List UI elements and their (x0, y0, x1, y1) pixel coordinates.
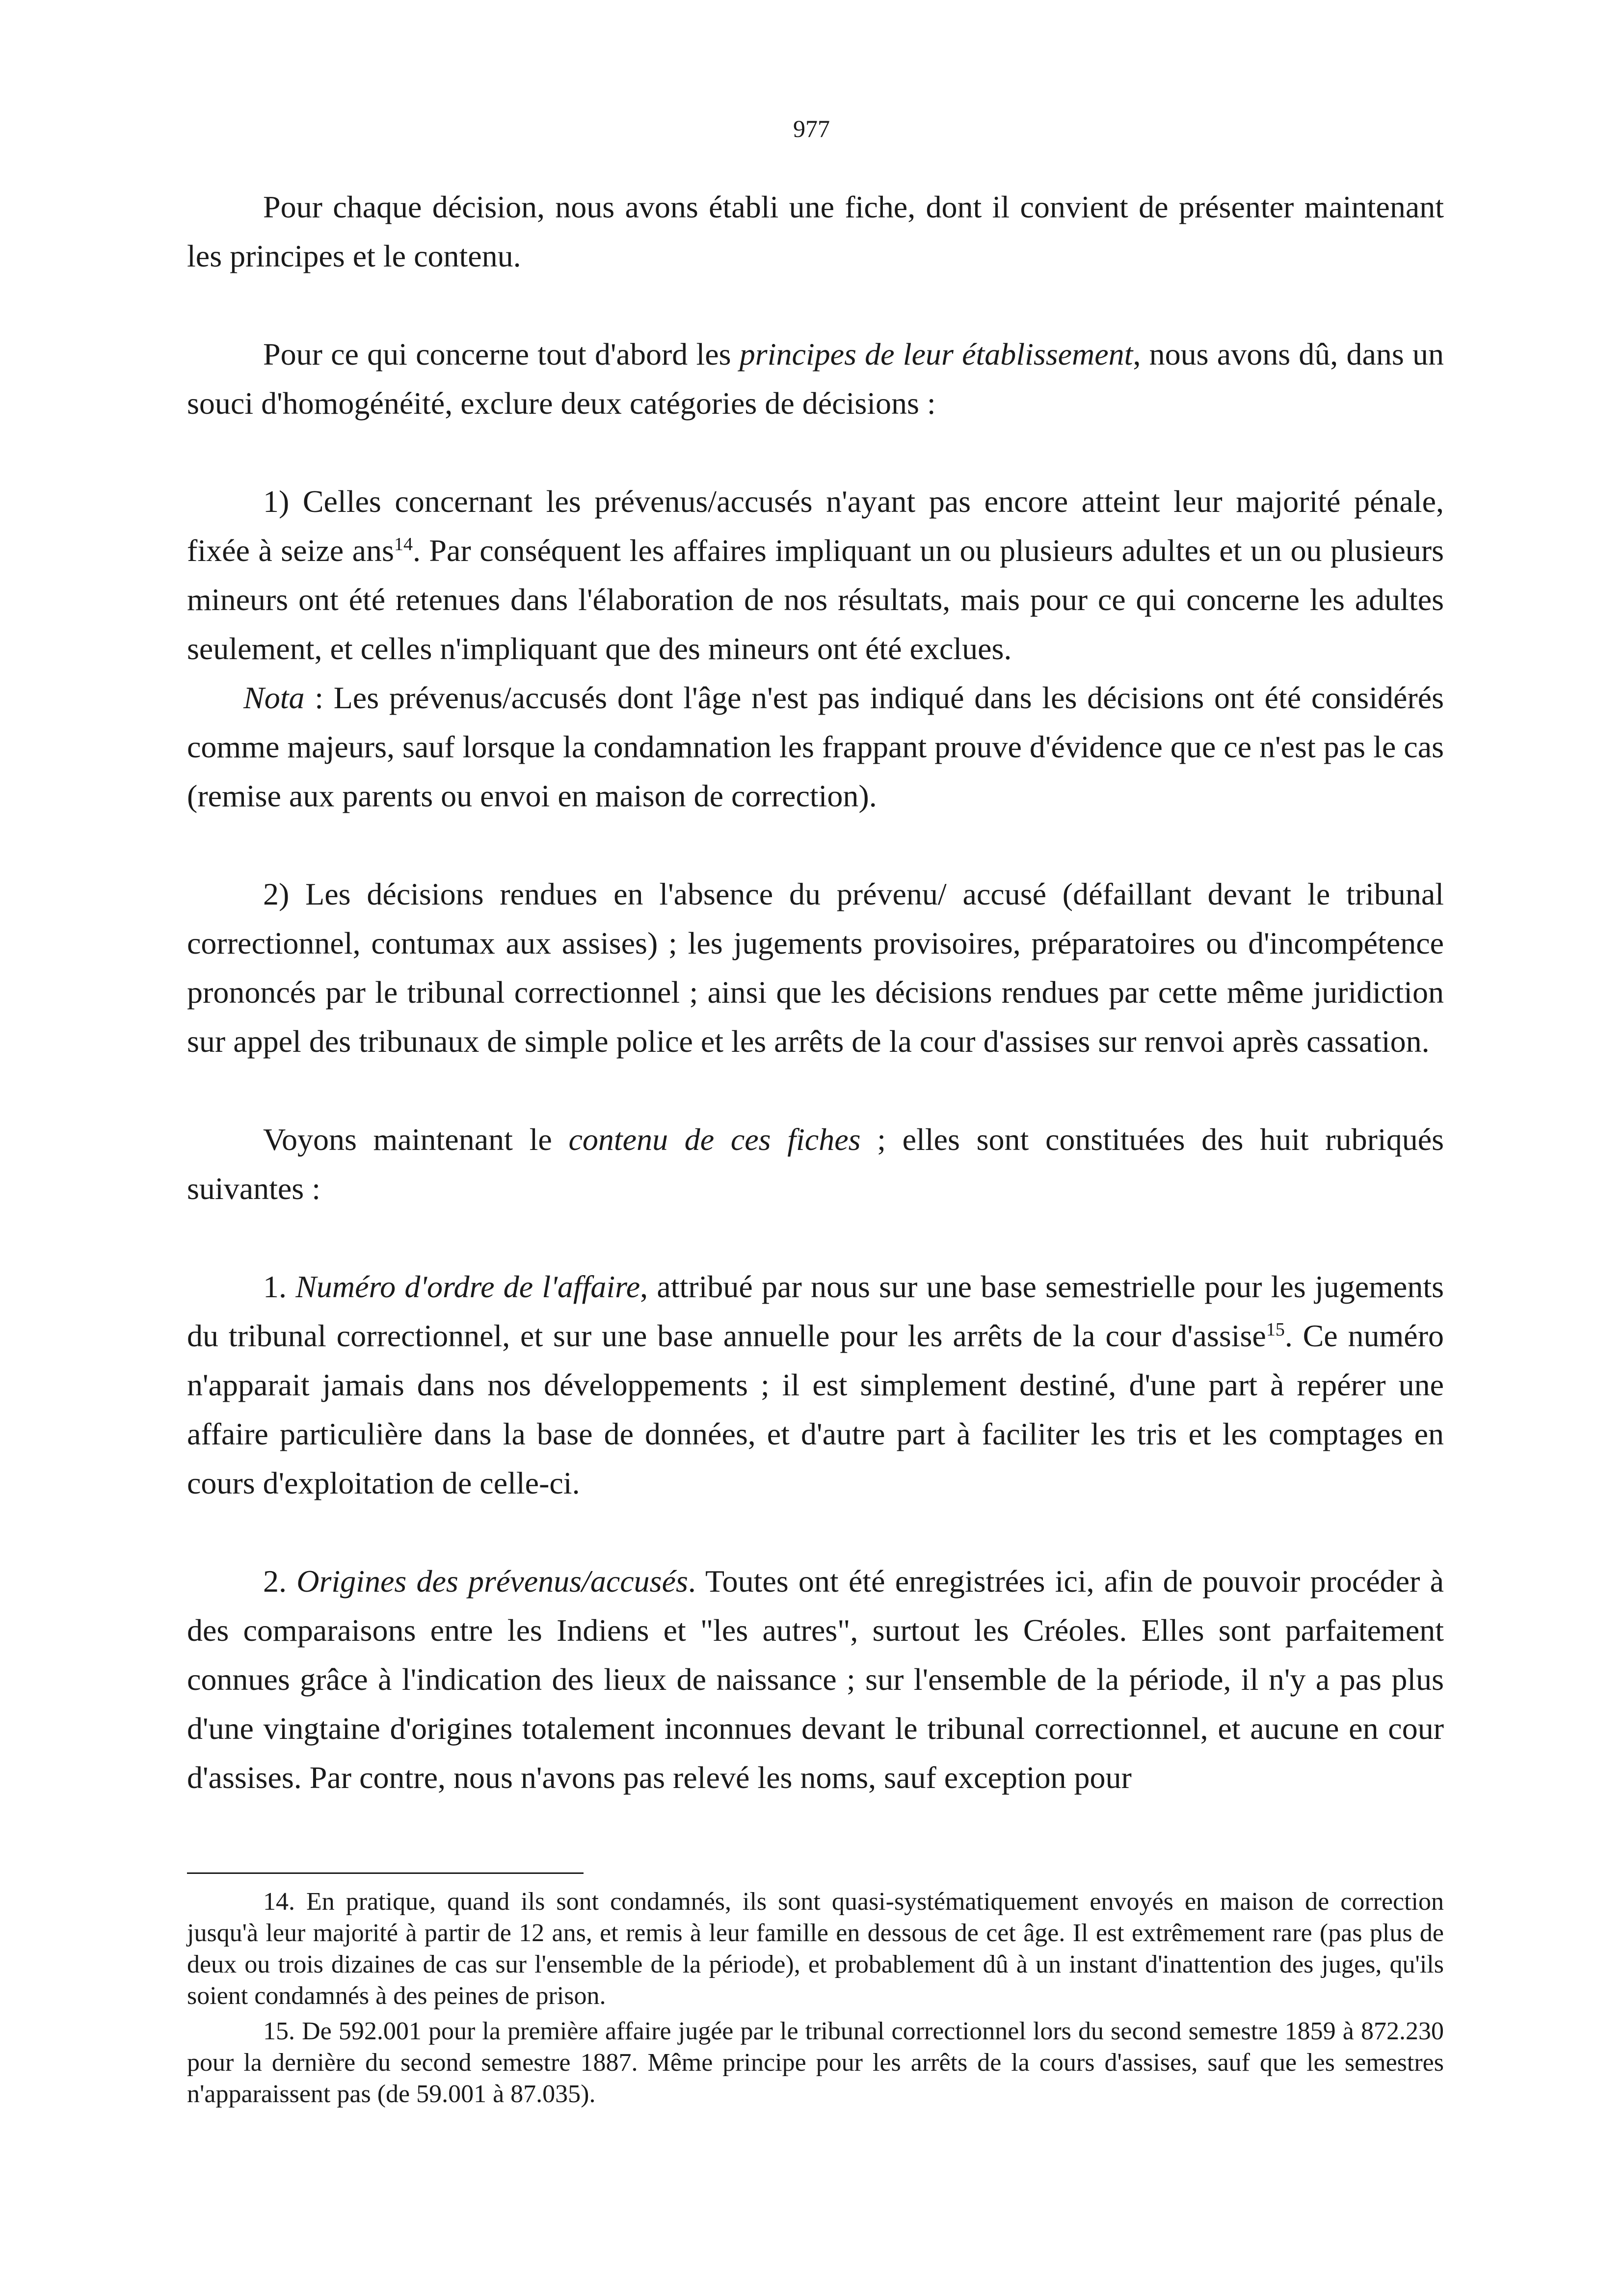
text-segment: . Ce numéro n'apparait jamais dans nos développements ; il est simplement destiné, d'une part à repérer une affaire particulière dans la base de données, et d'autre part à faciliter les tris et les comptages en cours d'exploitation de celle-ci. (187, 1318, 1444, 1500)
item-number: 2. (263, 1564, 297, 1599)
footnote-ref-15: 15 (1266, 1319, 1285, 1340)
footnote-14: 14. En pratique, quand ils sont condamnés, ils sont quasi-systématiquement envoyés en maison de correction jusqu'à leur majorité à partir de 12 ans, et remis à leur famille en dessous de cet âge. Il est extrêmement rare (pas plus de deux ou trois dizaines de cas sur l'ensemble de la période), et probablement dû à un instant d'inattention des juges, qu'ils soient condamnés à des peines de prison. (187, 1888, 1444, 2010)
text-segment: , attribué par nous sur une base semestrielle pour les jugements du tribunal correctionnel, et sur une base annuelle pour les arrêts de la cour d'assise (187, 1269, 1444, 1353)
italic-term: contenu de ces fiches (568, 1122, 861, 1157)
footnote-ref-14: 14 (394, 534, 413, 555)
text-segment: Voyons maintenant le (263, 1122, 569, 1157)
paragraph-exclusion-2: 2) Les décisions rendues en l'absence du prévenu/ accusé (défaillant devant le tribunal correctionnel, contumax aux assises) ; les jugements provisoires, préparatoires ou d'incompétence prononcés par le tribunal correctionnel ; ainsi que les décisions rendues par cette même juridiction sur appel des tribunaux de simple police et les arrêts de la cour d'assises sur renvoi après cassation. (187, 877, 1444, 1059)
italic-term: principes de leur établissement (739, 337, 1133, 372)
footnote-separator (187, 1872, 584, 1874)
text-segment: . Toutes ont été enregistrées ici, afin de pouvoir procéder à des comparaisons entre les Indiens et "les autres", surtout les Créoles. Elles sont parfaitement connues grâce à l'indication des lieux de naissance ; sur l'ensemble de la période, il n'y a pas plus d'une vingtaine d'origines totalement inconnues devant le tribunal correctionnel, et aucune en cour d'assises. Par contre, nous n'avons pas relevé les noms, sauf exception pour (187, 1564, 1444, 1795)
page-number: 977 (793, 115, 830, 142)
paragraph-intro: Pour chaque décision, nous avons établi une fiche, dont il convient de présenter maintenant les principes et le contenu. (187, 189, 1444, 273)
text-segment: Pour ce qui concerne tout d'abord les (263, 337, 740, 372)
text-segment: 1) Celles concernant les prévenus/accusés n'ayant pas encore atteint leur majorité pénale, fixée à seize ans (187, 484, 1444, 568)
footnotes (187, 1886, 1444, 2110)
nota-label: Nota (243, 680, 305, 715)
paragraph-nota (187, 673, 1444, 821)
text-segment: : Les prévenus/accusés dont l'âge n'est pas indiqué dans les décisions ont été considérés comme majeurs, sauf lorsque la condamnation les frappant prouve d'évidence que ce n'est pas le cas (remise aux parents ou envoi en maison de correction). (187, 680, 1444, 813)
italic-term: Numéro d'ordre de l'affaire (295, 1269, 640, 1304)
italic-term: Origines des prévenus/accusés (296, 1564, 688, 1599)
text-segment: , nous avons dû, dans un souci d'homogénéité, exclure deux catégories de décisions : (187, 337, 1444, 421)
paragraph-item-1 (187, 1262, 1444, 1508)
footnote-15: 15. De 592.001 pour la première affaire jugée par le tribunal correctionnel lors du second semestre 1859 à 872.230 pour la dernière du second semestre 1887. Même principe pour les arrêts de la cours d'assises, sauf que les semestres n'apparaissent pas (de 59.001 à 87.035). (187, 2017, 1444, 2108)
body-text (187, 183, 1444, 1802)
text-segment: . Par conséquent les affaires impliquant un ou plusieurs adultes et un ou plusieurs mineurs ont été retenues dans l'élaboration de nos résultats, mais pour ce qui concerne les adultes seulement, et celles n'impliquant que des mineurs ont été exclues. (187, 533, 1444, 666)
text-segment: ; elles sont constituées des huit rubriqués suivantes : (187, 1122, 1444, 1206)
paragraph-item-2 (187, 1557, 1444, 1802)
paragraph-exclusion-1 (187, 477, 1444, 673)
paragraph-contents (187, 1115, 1444, 1213)
item-number: 1. (263, 1269, 296, 1304)
paragraph-principles (187, 330, 1444, 428)
